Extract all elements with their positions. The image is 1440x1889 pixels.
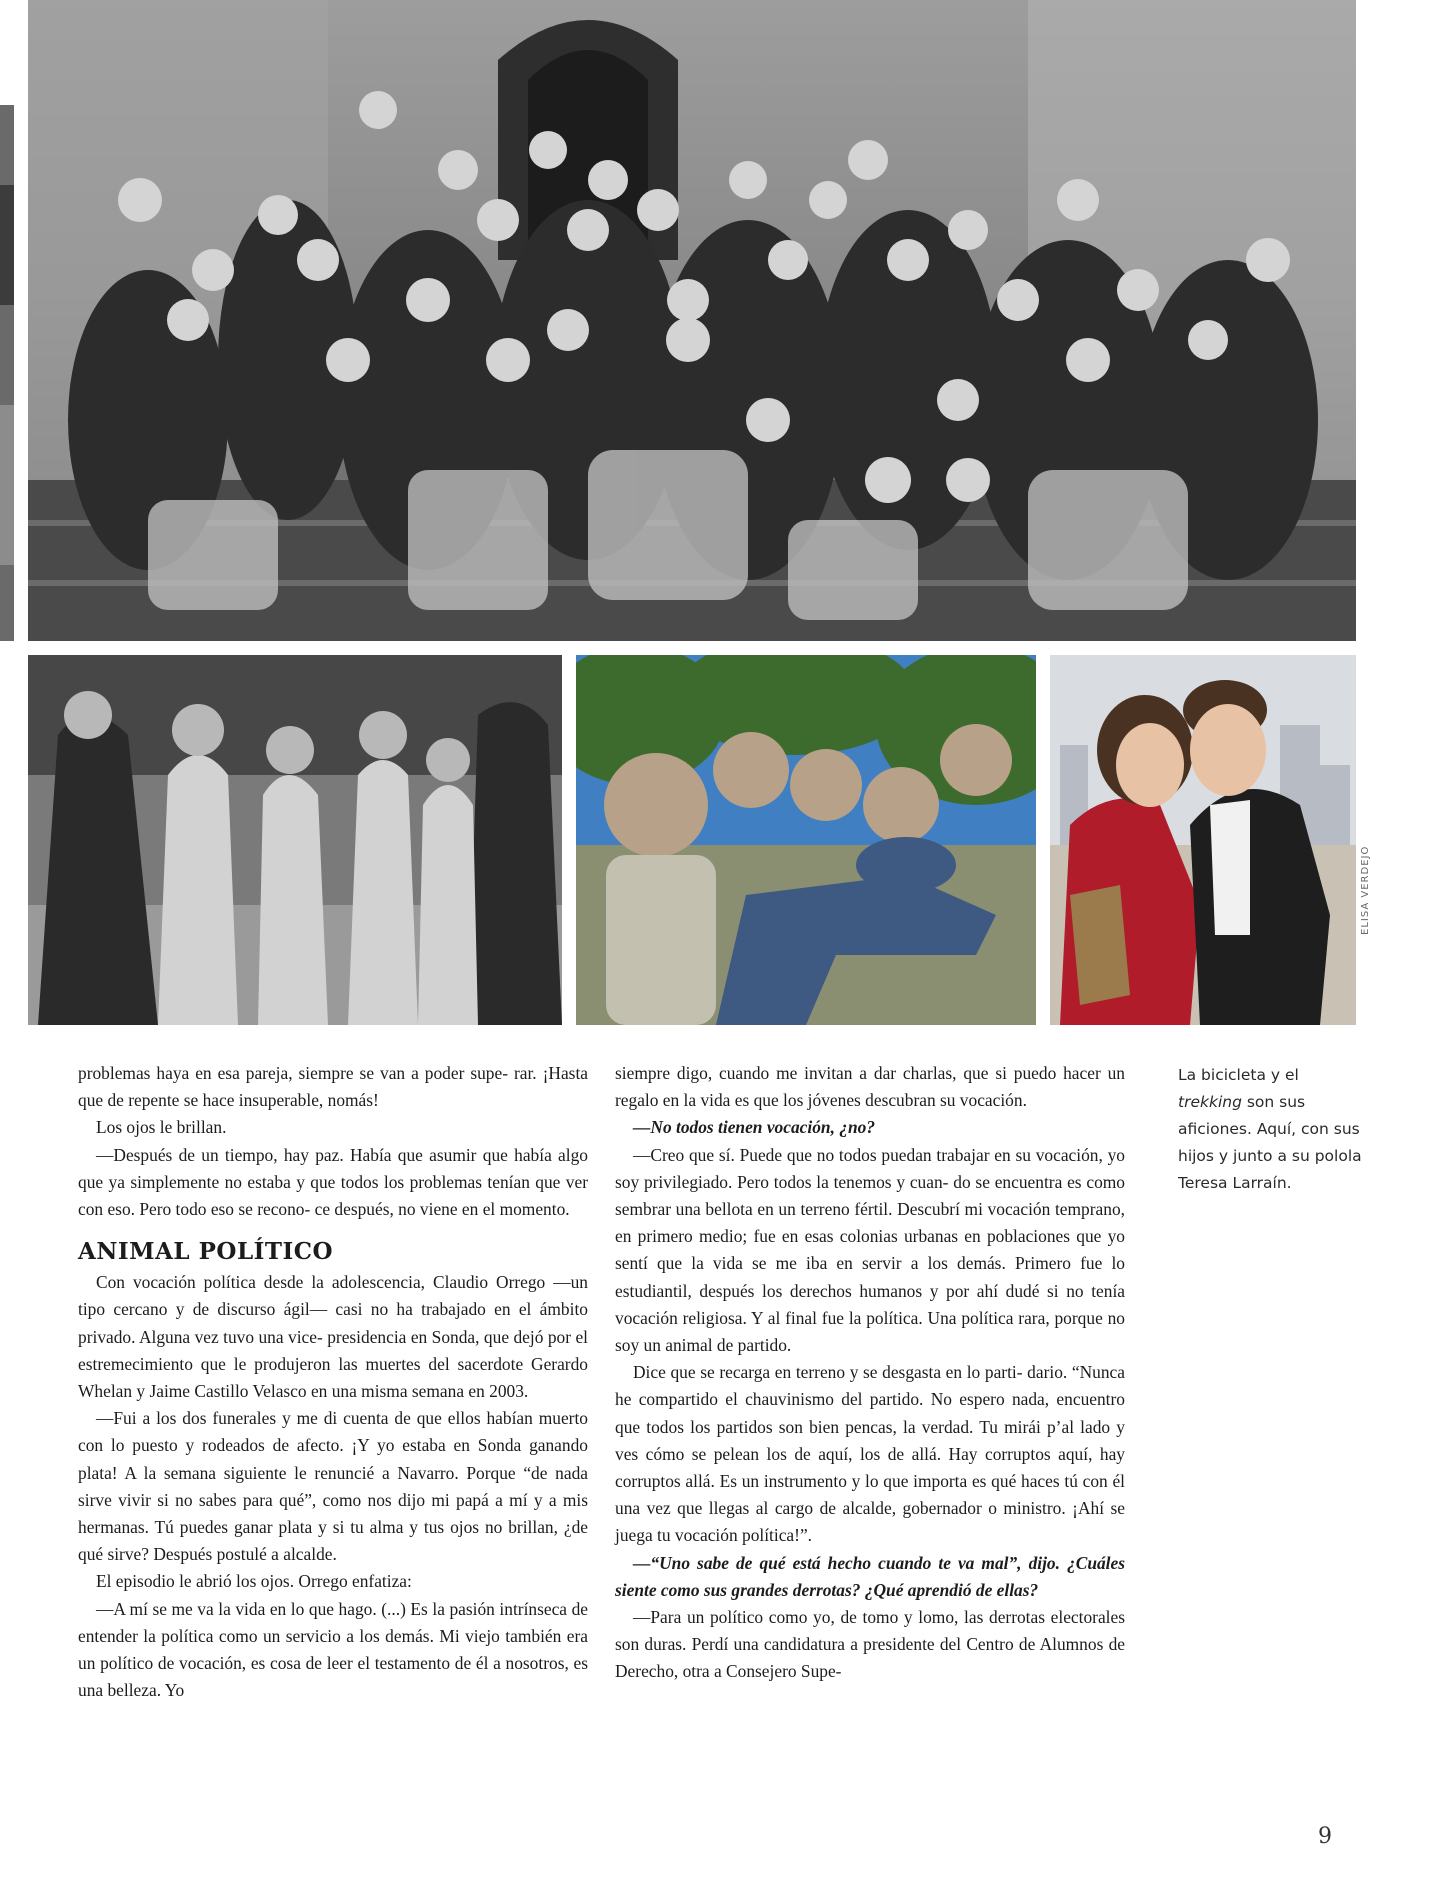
page-number: 9 (1318, 1824, 1332, 1849)
interview-question: —No todos tienen vocación, ¿no? (633, 1117, 876, 1138)
photo-credit: ELISA VERDEJO (1360, 845, 1371, 935)
paintball-photo (576, 655, 1036, 1025)
protest-photo-image (28, 655, 562, 1025)
paragraph: —Fui a los dos funerales y me di cuenta de que ellos habían muerto con lo puesto y rodeados de afecto. ¡Y yo estaba en Sonda ganando plata! A la semana siguiente le renuncié a Navarro. Porque “de nada sirve vivir si no sabes para qué”, como nos dijo mi papá a mí y a mis hermanas. Tú puedes ganar plata y si tu alma y tus ojos no brillan, ¿de qué sirve? Después postulé a alcalde. (78, 1408, 588, 1565)
paragraph: Los ojos le brillan. (96, 1117, 227, 1138)
paragraph: siempre digo, cuando me invitan a dar charlas, que si puedo hacer un regalo en la vida es que los jóvenes descubran su vocación. (615, 1063, 1125, 1111)
paragraph: El episodio le abrió los ojos. Orrego enfatiza: (96, 1571, 412, 1592)
group-photo-image (28, 0, 1356, 641)
paragraph: —Después de un tiempo, hay paz. Había que asumir que había algo que ya simplemente no estaba y que todos los problemas tenían que ver con eso. Pero todo eso se recono- ce después, no viene en el momento. (78, 1144, 588, 1220)
paragraph: —A mí se me va la vida en lo que hago. (...) Es la pasión intrínseca de entender la política como un servicio a los demás. Mi viejo también era un político de vocación, es cosa de leer el testamento de él a nosotros, es una belleza. Yo (78, 1598, 588, 1701)
paragraph: —Creo que sí. Puede que no todos puedan trabajar en su vocación, yo soy privilegiado. Pero todos la tenemos y cuan- do se encuentra es como sembrar una bellota en un terreno fértil. Descubrí mi vocación temprano, en primero medio; fue en esas colonias urbanas en poblaciones que yo sentí que la vida se me iba en servir a los demás. Primero fue lo estudiantil, después los derechos humanos y por ahí dudé si no tenía vocación religiosa. Y al final fue la política. Una política rara, porque no soy un animal de partido. (615, 1144, 1125, 1356)
article-column-1 (78, 1060, 588, 1704)
caption-text-start: La bicicleta y el (1178, 1066, 1299, 1084)
left-edge-photo (0, 105, 14, 641)
interview-question: —“Uno sabe de qué está hecho cuando te va mal”, dijo. ¿Cuáles siente como sus grandes derrotas? ¿Qué aprendió de ellas? (615, 1552, 1125, 1600)
article-column-2 (615, 1060, 1125, 1686)
caption-emphasis: trekking (1178, 1093, 1242, 1111)
protest-photo (28, 655, 562, 1025)
paragraph: problemas haya en esa pareja, siempre se van a poder supe- rar. ¡Hasta que de repente se hace insuperable, nomás! (78, 1063, 588, 1111)
couple-photo (1050, 655, 1356, 1025)
photo-caption (1178, 1062, 1363, 1197)
paragraph: Con vocación política desde la adolescencia, Claudio Orrego —un tipo cercano y de discurso ágil— casi no ha trabajado en el ámbito privado. Alguna vez tuvo una vice- presidencia en Sonda, que dejó por el estremecimiento que le produjeron las muertes del sacerdote Gerardo Whelan y Jaime Castillo Velasco en una misma semana en 2003. (78, 1272, 588, 1402)
caption-text-end: son sus aficiones. Aquí, con sus hijos y junto a su polola Teresa Larraín. (1178, 1093, 1362, 1192)
paragraph: Dice que se recarga en terreno y se desgasta en lo parti- dario. “Nunca he compartido el chauvinismo del partido. No espero nada, encuentro que todos los partidos son bien pencas, la verdad. Tu mirái p’al lado y ves cómo se pelean los de aquí, los de allá. Hay corruptos aquí, hay corruptos allá. Es un instrumento y lo que importa es qué haces tú con él una vez que llegas al cargo de alcalde, gobernador o ministro. ¡Ahí se juega tu vocación política!”. (615, 1362, 1125, 1546)
paintball-photo-image (576, 655, 1036, 1025)
couple-photo-image (1050, 655, 1356, 1025)
paragraph: —Para un político como yo, de tomo y lomo, las derrotas electorales son duras. Perdí una candidatura a presidente del Centro de Alumnos de Derecho, otra a Consejero Supe- (615, 1607, 1125, 1682)
section-heading: ANIMAL POLÍTICO (78, 1238, 334, 1266)
group-photo (28, 0, 1356, 641)
left-edge-photo-image (0, 105, 14, 641)
